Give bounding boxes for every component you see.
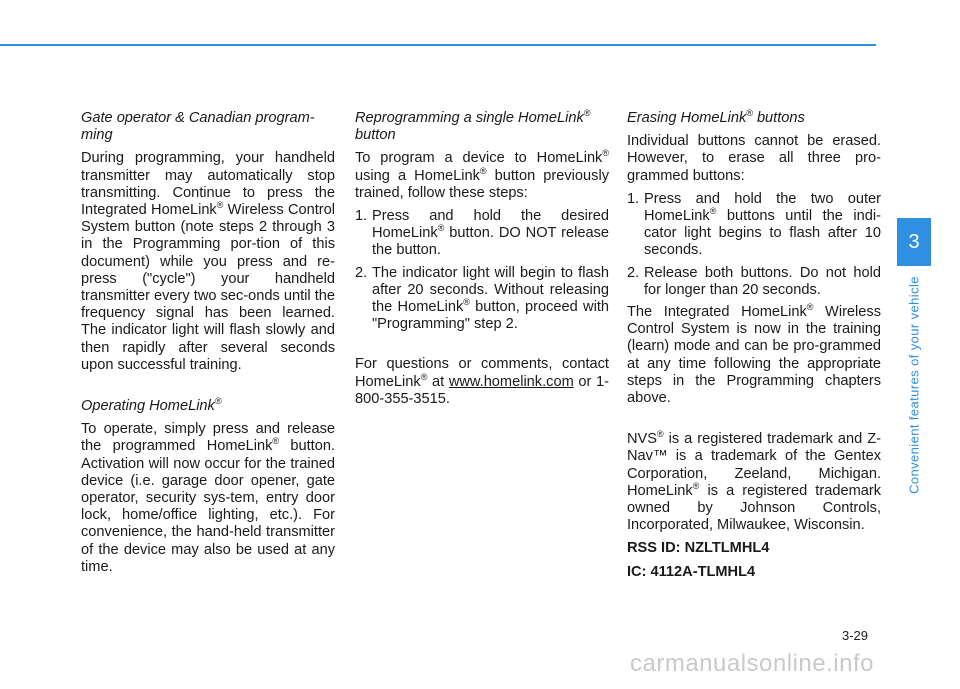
list-number: 1. [627, 190, 640, 207]
paragraph-erasing-intro: Individual buttons cannot be erased. However, to erase all three pro-grammed buttons: [627, 133, 881, 184]
chapter-tab: 3 [897, 218, 931, 266]
rss-id: RSS ID: NZLTLMHL4 [627, 540, 770, 557]
paragraph-reprogramming-intro: To program a device to HomeLink® using a HomeLink® button previously trained, follow these steps: [355, 148, 609, 201]
page-number: 3-29 [842, 628, 869, 643]
list-item [627, 191, 881, 260]
chapter-title-vertical [898, 272, 930, 497]
list-item [355, 208, 609, 260]
homelink-link[interactable]: www.homelink.com [448, 373, 574, 390]
list-item [627, 265, 881, 299]
list-number: 2. [355, 264, 368, 281]
header-rule [0, 44, 876, 46]
paragraph-trademarks: NVS® is a registered trademark and Z-Nav™ is a trademark of the Gentex Corporation, Zeeland, Michigan. HomeLink® is a registered trademark owned by Johnson Controls, Incorporated, Milwaukee, Wisconsin. [627, 429, 881, 534]
column-1 [81, 110, 335, 582]
list-text: Press and hold the desired HomeLink® button. DO NOT release the button. [372, 208, 609, 259]
column-3 [627, 110, 881, 587]
contact-phone: or 1-800-355-3515. [355, 373, 609, 407]
column-2 [355, 110, 609, 414]
chapter-title: Convenient features of your vehicle [906, 275, 922, 494]
watermark: carmanualsonline.info [630, 650, 874, 677]
heading-gate-operator: Gate operator & Canadian program-ming [81, 110, 315, 144]
ic-id: IC: 4112A-TLMHL4 [627, 563, 756, 580]
paragraph-training-mode: The Integrated HomeLink® Wireless Control System is now in the training (learn) mode and can be pro-grammed at any time following the appropriate steps in the Programming chapters above. [627, 302, 881, 407]
list-number: 2. [627, 264, 640, 281]
list-item [355, 265, 609, 334]
paragraph-gate-operator: During programming, your handheld transmitter may automatically stop transmitting. Continue to press the Integrated HomeLink® Wireless Control System button (note steps 2 through 3 in the Programming por-tion of this document) while you press and re-press ("cycle") your handheld transmitter every two sec-onds until the frequency signal has been learned. The indicator light will flash slowly and then rapidly after several seconds upon successful training. [81, 150, 335, 373]
heading-reprogramming: Reprogramming a single HomeLink® button [355, 108, 591, 144]
heading-erasing: Erasing HomeLink® buttons [627, 108, 805, 126]
list-text: Release both buttons. Do not hold for longer than 20 seconds. [644, 264, 881, 298]
list-text: Press and hold the two outer HomeLink® buttons until the indi-cator light begins to flash after 10 seconds. [644, 190, 881, 259]
contact-text: For questions or comments, contact HomeLink® at [355, 356, 609, 390]
paragraph-operating-homelink: To operate, simply press and release the programmed HomeLink® button. Activation will now occur for the trained device (i.e. garage door opener, gate operator, security sys-tem, entry door lock, home/office lighting, etc.). For convenience, the hand-held transmitter of the device may also be used at any time. [81, 421, 335, 575]
paragraph-contact [355, 356, 609, 408]
list-number: 1. [355, 208, 368, 225]
heading-operating-homelink: Operating HomeLink® [81, 396, 222, 415]
list-text: The indicator light will begin to flash after 20 seconds. Without releasing the HomeLink® button, proceed with "Programming" step 2. [372, 264, 609, 333]
